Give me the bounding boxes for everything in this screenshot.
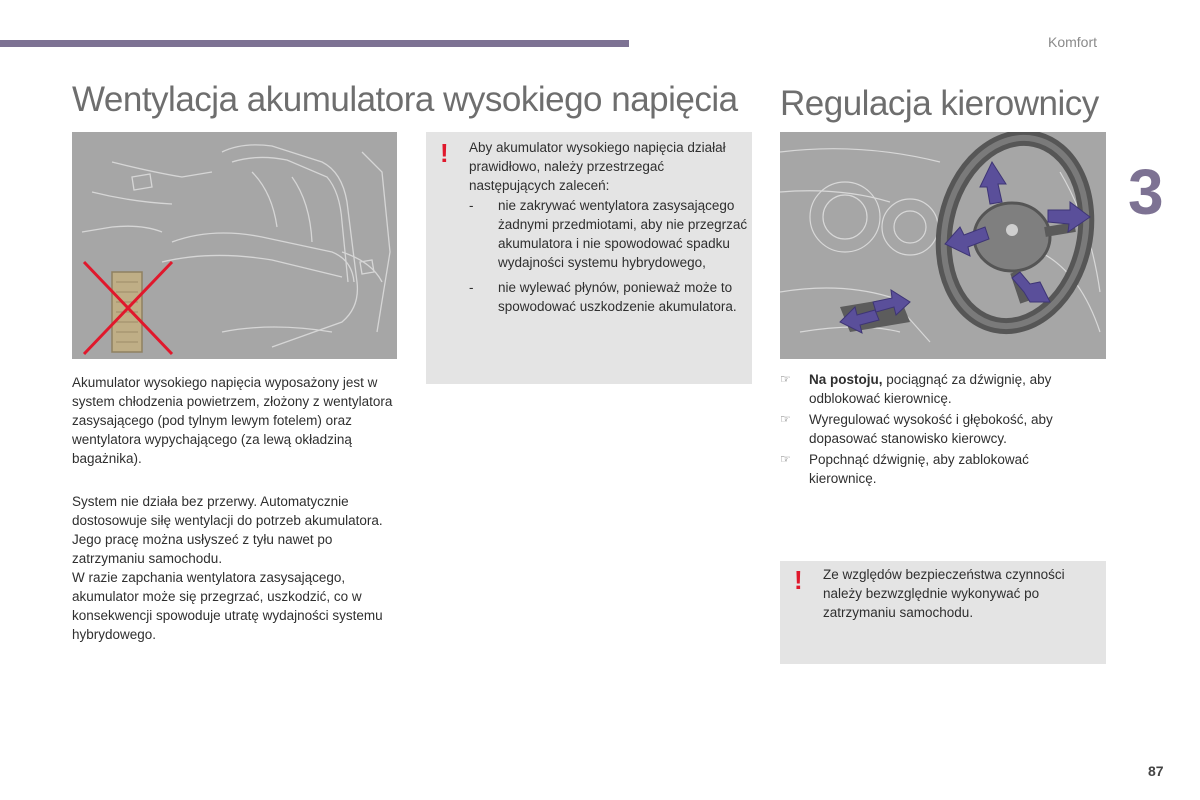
steering-steps — [780, 370, 1100, 490]
hand-pointer-icon: ☞ — [780, 452, 791, 466]
warning-icon: ! — [794, 565, 803, 595]
header-bar — [0, 40, 629, 47]
warning-list — [469, 196, 749, 322]
section-label: Komfort — [1048, 34, 1098, 50]
ventilation-operation: System nie działa bez przerwy. Automatycznie dostosowuje siłę wentylacji do potrzeb akumulatora. Jego pracę można usłyszeć z tyłu nawet po zatrzymaniu samochodu. W razie zapchania wentylatora zasysającego, akumulator może się przegrzać, uszkodzić, co w konsekwencji spowoduje utratę wydajności systemu hybrydowego. — [72, 494, 383, 642]
list-item: ☞ Popchnąć dźwignię, aby zablokować kierownicę. — [780, 452, 1029, 486]
rear-seat-illustration — [72, 132, 397, 359]
ventilation-title: Wentylacja akumulatora wysokiego napięcia — [72, 80, 738, 119]
warning-intro: Aby akumulator wysokiego napięcia działał prawidłowo, należy przestrzegać następujących zaleceń: — [469, 140, 726, 193]
ventilation-description: Akumulator wysokiego napięcia wyposażony jest w system chłodzenia powietrzem, złożony z wentylatora zasysającego (pod tylnym lewym fotelem) oraz wentylatora wypychającego (za lewą okładziną bagażnika). — [72, 375, 393, 466]
list-item: - nie zakrywać wentylatora zasysającego żadnymi przedmiotami, aby nie przegrzać akumulatora i nie spowodować spadku wydajności systemu hybrydowego, — [469, 198, 748, 270]
hand-pointer-icon: ☞ — [780, 372, 791, 386]
list-item: - nie wylewać płynów, ponieważ może to spowodować uszkodzenie akumulatora. — [469, 280, 737, 314]
warning-box-steering — [780, 561, 1106, 664]
page-number: 87 — [1148, 763, 1164, 779]
steering-wheel-illustration — [780, 132, 1106, 359]
chapter-number: 3 — [1128, 156, 1164, 228]
hand-pointer-icon: ☞ — [780, 412, 791, 426]
warning-icon: ! — [440, 138, 449, 168]
warning-box-battery — [426, 132, 752, 384]
steering-title: Regulacja kierownicy — [780, 84, 1099, 123]
warning-text: Ze względów bezpieczeństwa czynności należy bezwzględnie wykonywać po zatrzymaniu samochodu. — [823, 567, 1065, 620]
list-item: ☞ Wyregulować wysokość i głębokość, aby dopasować stanowisko kierowcy. — [780, 412, 1053, 446]
list-item: ☞ Na postoju, pociągnąć za dźwignię, aby odblokować kierownicę. — [780, 372, 1052, 406]
